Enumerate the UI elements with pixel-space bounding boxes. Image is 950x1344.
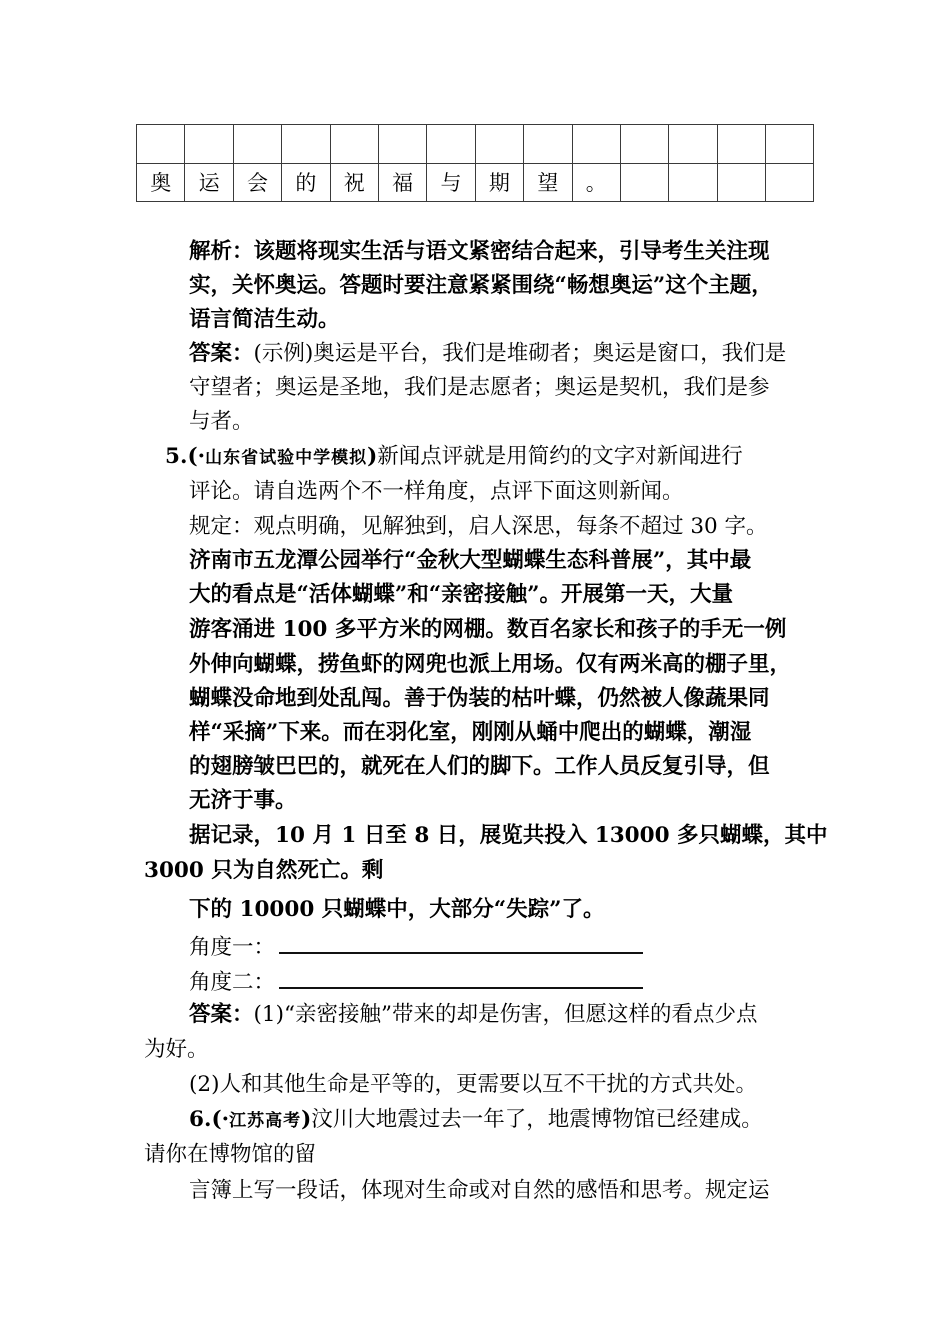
news-line: 济南市五龙潭公园举行“金秋大型蝴蝶生态科普展”，其中最 [189, 548, 752, 573]
answer-grid [136, 124, 814, 202]
answer-line: 答案：(1)“亲密接触”带来的却是伤害，但愿这样的看点少点 [189, 1002, 758, 1027]
grid-cell [475, 125, 523, 164]
angle-2-label: 角度二： [189, 970, 276, 995]
grid-cell [378, 125, 426, 164]
news-line: 据记录，10 月 1 日至 8 日，展览共投入 13000 多只蝴蝶，其中 [189, 823, 828, 848]
answer-label: 答案： [189, 341, 254, 366]
grid-cell [717, 125, 765, 164]
analysis-line: 解析：该题将现实生活与语文紧密结合起来，引导考生关注现 [189, 239, 770, 264]
angle-1-blank[interactable] [279, 930, 643, 954]
grid-cell [717, 163, 765, 202]
grid-cell [282, 125, 330, 164]
grid-cell [185, 125, 233, 164]
news-line: 大的看点是“活体蝴蝶”和“亲密接触”。开展第一天，大量 [189, 582, 733, 607]
grid-cell: 福 [378, 163, 426, 202]
grid-cell [620, 125, 668, 164]
grid-cell: 期 [475, 163, 523, 202]
news-line: 无济于事。 [189, 788, 297, 813]
grid-cell: 与 [427, 163, 475, 202]
answer-line: 守望者；奥运是圣地，我们是志愿者；奥运是契机，我们是参 [189, 375, 770, 400]
grid-cell [572, 125, 620, 164]
news-line: 外伸向蝴蝶，捞鱼虾的网兜也派上用场。仅有两米高的棚子里， [189, 652, 792, 677]
analysis-line: 实，关怀奥运。答题时要注意紧紧围绕“畅想奥运”这个主题， [189, 273, 773, 298]
grid-cell: 望 [524, 163, 572, 202]
question-source: 江苏高考 [229, 1111, 302, 1131]
question-6-title: 6.(·江苏高考)汶川大地震过去一年了，地震博物馆已经建成。 [189, 1107, 763, 1132]
grid-cell [427, 125, 475, 164]
grid-cell [669, 125, 717, 164]
answer-label: 答案： [189, 1002, 254, 1027]
news-line: 蝴蝶没命地到处乱闯。善于伪装的枯叶蝶，仍然被人像蔬果同 [189, 686, 770, 711]
answer-line: 与者。 [189, 409, 254, 434]
answer-line: 答案：(示例)奥运是平台，我们是堆砌者；奥运是窗口，我们是 [189, 341, 787, 366]
news-line: 样“采摘”下来。而在羽化室，刚刚从蛹中爬出的蝴蝶，潮湿 [189, 720, 752, 745]
angle-2-row [189, 965, 643, 998]
answer-line: 为好。 [144, 1037, 209, 1062]
question-number: 6.(· [189, 1107, 230, 1132]
question-number: 5.(· [165, 444, 206, 469]
grid-cell [669, 163, 717, 202]
angle-1-label: 角度一： [189, 935, 276, 960]
grid-cell [766, 125, 814, 164]
analysis-line: 语言简洁生动。 [189, 307, 340, 332]
angle-1-row [189, 930, 643, 963]
question-line: 言簿上写一段话，体现对生命或对自然的感悟和思考。规定运 [189, 1178, 770, 1203]
news-line: 下的 10000 只蝴蝶中，大部分“失踪”了。 [189, 897, 605, 922]
grid-cell [766, 163, 814, 202]
angle-2-blank[interactable] [279, 965, 643, 989]
grid-cell: 运 [185, 163, 233, 202]
grid-cell: 会 [233, 163, 281, 202]
grid-cell: 。 [572, 163, 620, 202]
grid-cell [233, 125, 281, 164]
grid-cell [620, 163, 668, 202]
news-line: 的翅膀皱巴巴的，就死在人们的脚下。工作人员反复引导，但 [189, 754, 770, 779]
question-source: 山东省试验中学模拟 [205, 448, 368, 468]
grid-cell [330, 125, 378, 164]
grid-row-1 [137, 125, 814, 164]
grid-cell: 的 [282, 163, 330, 202]
question-line: 请你在博物馆的留 [144, 1142, 317, 1167]
question-line: 评论。请自选两个不一样角度，点评下面这则新闻。 [189, 479, 684, 504]
analysis-label: 解析： [189, 239, 254, 264]
grid-row-2 [137, 163, 814, 202]
question-5-title: 5.(·山东省试验中学模拟)新闻点评就是用简约的文字对新闻进行 [165, 444, 743, 469]
grid-cell [137, 125, 185, 164]
answer-line: (2)人和其他生命是平等的，更需要以互不干扰的方式共处。 [189, 1072, 757, 1097]
question-line: 规定：观点明确，见解独到，启人深思，每条不超过 30 字。 [189, 514, 768, 539]
grid-cell [524, 125, 572, 164]
grid-cell: 祝 [330, 163, 378, 202]
grid-cell: 奥 [137, 163, 185, 202]
news-line: 游客涌进 100 多平方米的网棚。数百名家长和孩子的手无一例 [189, 617, 787, 642]
news-line: 3000 只为自然死亡。剩 [144, 858, 384, 883]
